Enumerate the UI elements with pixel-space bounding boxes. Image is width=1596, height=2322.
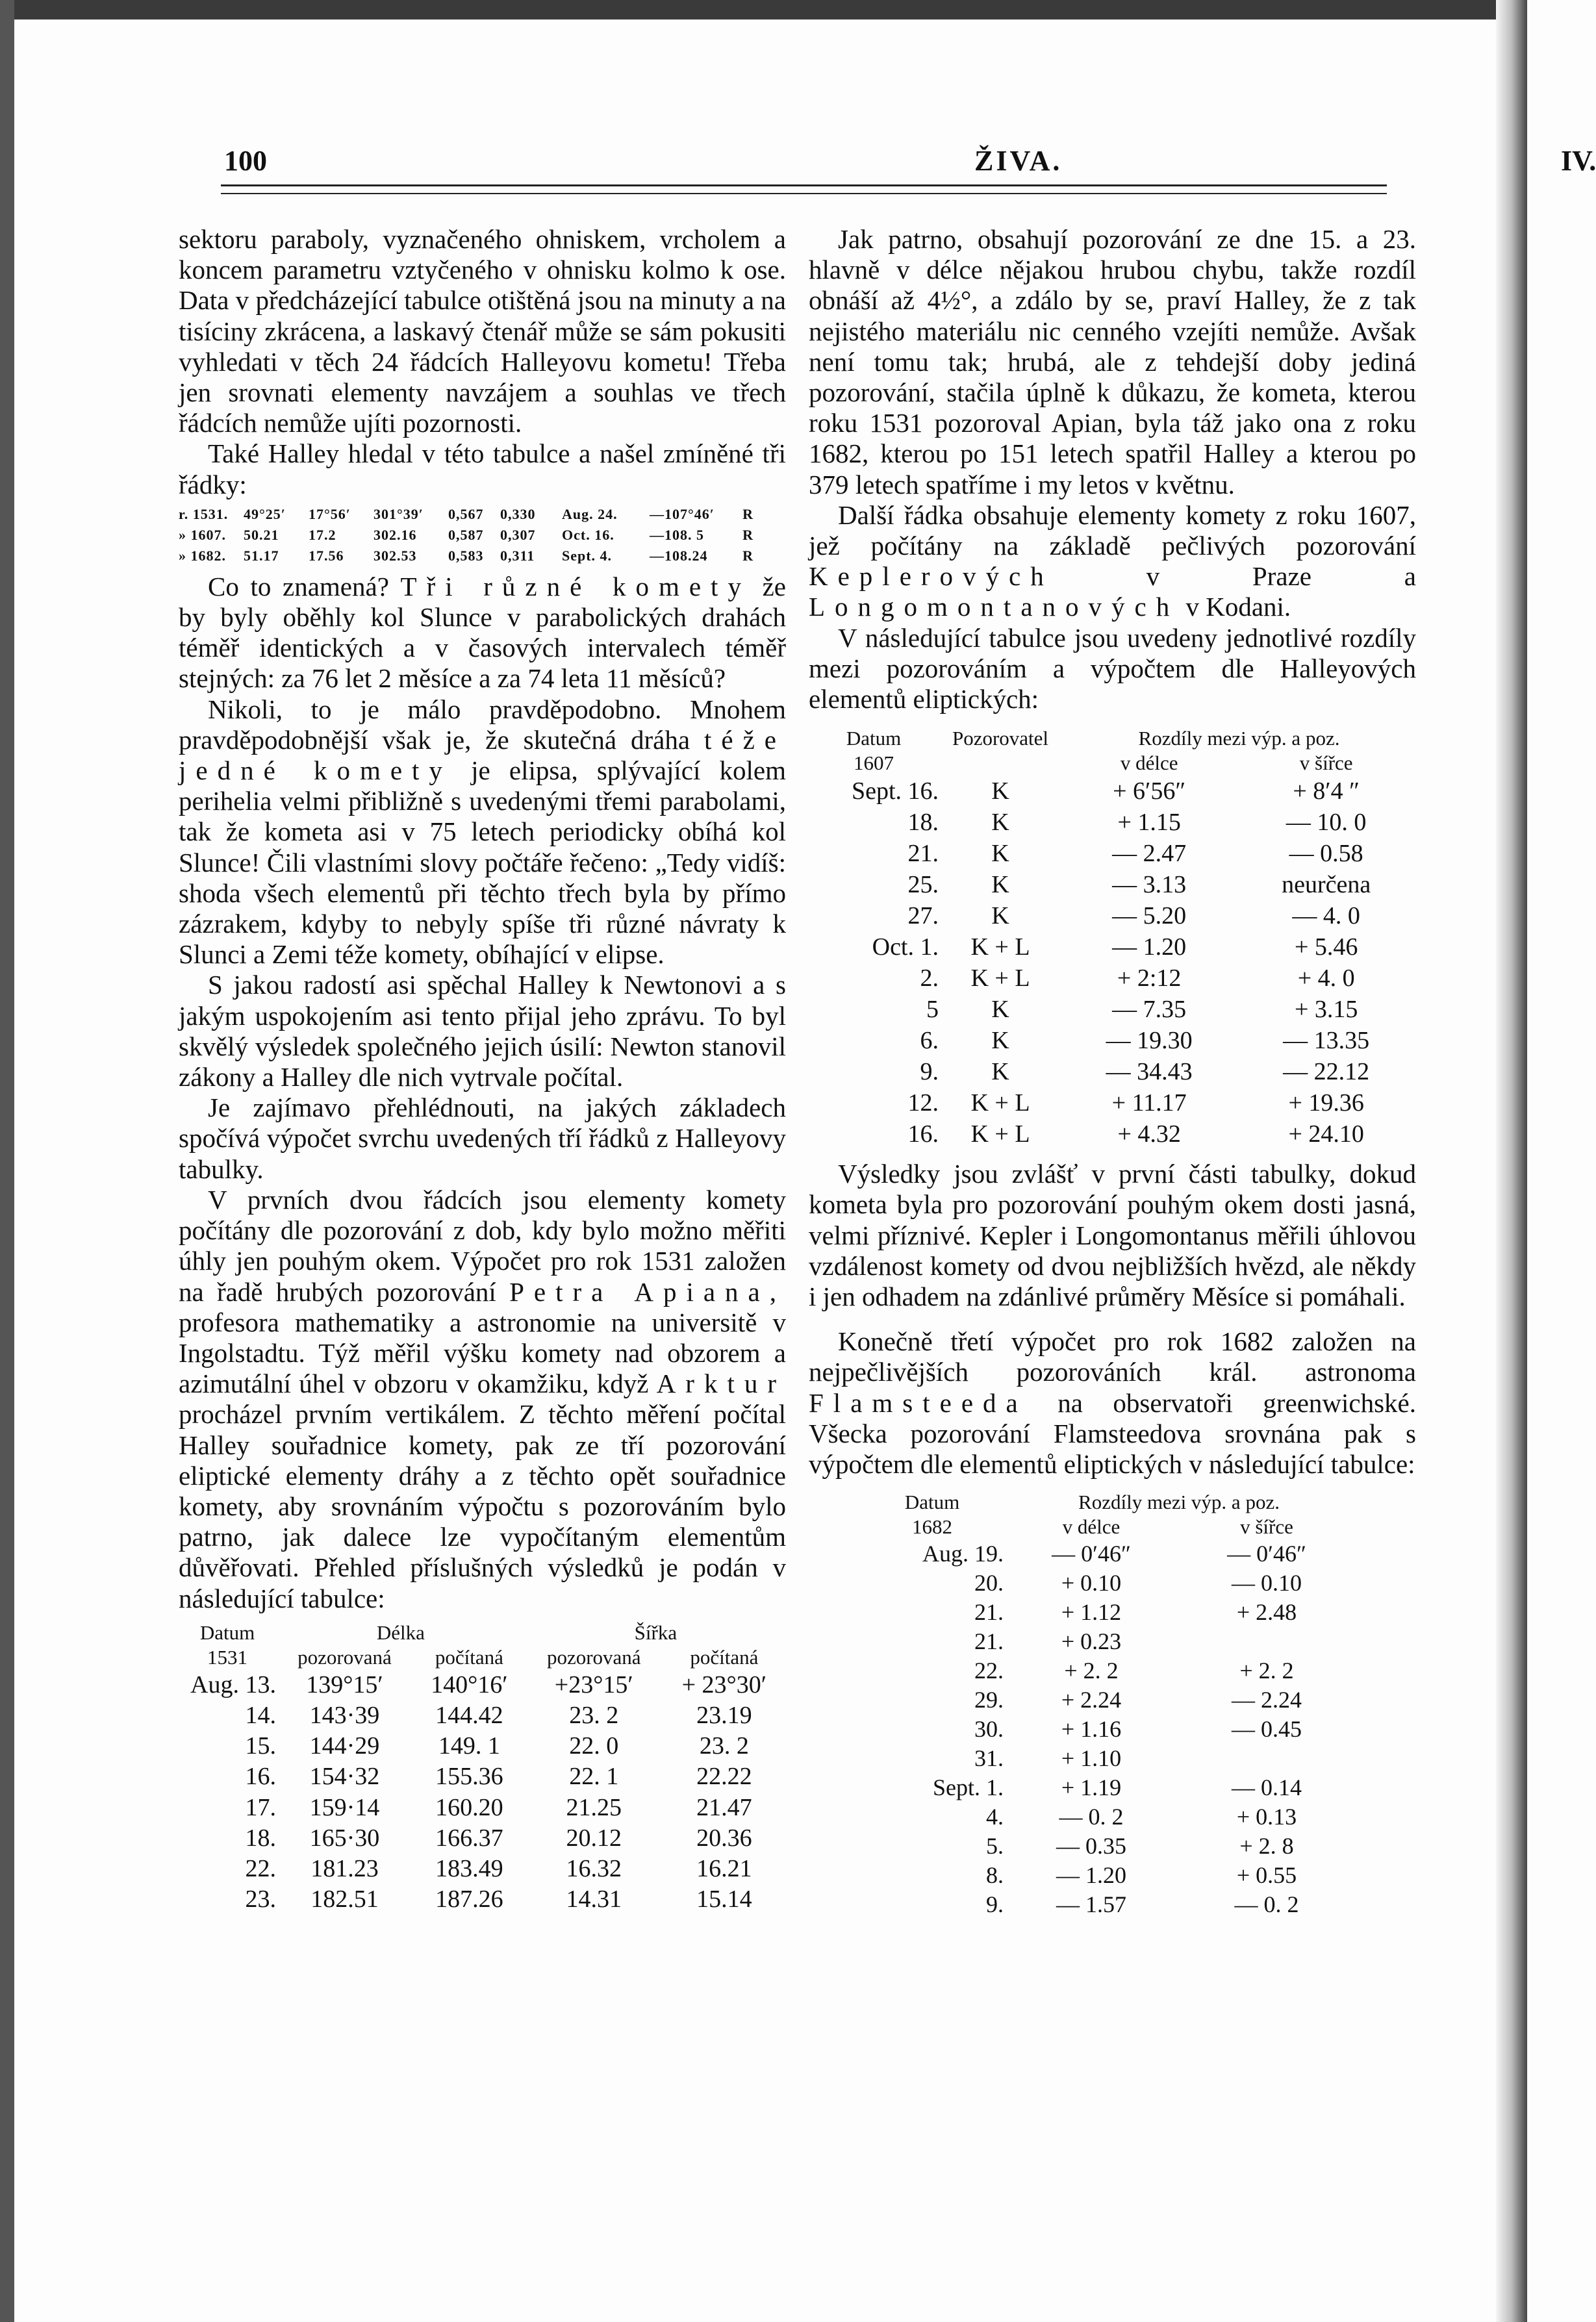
t1531-row-cell: 16.21 <box>696 1854 752 1882</box>
t1682-row-cell: Aug. 19. <box>922 1541 1004 1567</box>
t1607-row-cell: — 13.35 <box>1283 1027 1370 1055</box>
t1682-row-cell: — 0.14 <box>1232 1774 1302 1801</box>
journal-title: ŽIVA. <box>974 145 1063 177</box>
t1607-row <box>809 1118 1416 1150</box>
right-p2 <box>809 500 1416 623</box>
t1607-h-year: 1607 <box>854 751 894 775</box>
right-column <box>809 224 1416 1919</box>
t1531-row-cell: 165·30 <box>309 1824 380 1852</box>
left-p3-c: že by byly oběhly kol Slunce v parabolických drahách téměř identických a v časových intervalech téměř stejných: za 76 let 2 měsíce a za 74 leta 11 měsíců? <box>179 571 786 694</box>
left-p3-emph: Tři různé komety <box>400 571 751 601</box>
t1682-row <box>861 1861 1354 1890</box>
t1682-h-year: 1682 <box>912 1515 952 1539</box>
t1682-row-cell: — 0.35 <box>1056 1833 1126 1860</box>
t1607-row-cell: + 4. 0 <box>1297 965 1355 992</box>
t1682-row <box>861 1744 1354 1773</box>
t1682-row-cell <box>1179 1627 1354 1656</box>
t1682-row <box>861 1832 1354 1861</box>
right-p2-a: Další řádka obsahuje elementy komety z roku 1607, jež počítány na základě pečlivých pozorování <box>809 499 1416 561</box>
t1682-row-cell: 30. <box>974 1716 1004 1743</box>
t1531-h-poc1: počítaná <box>435 1645 503 1669</box>
t1682-row <box>861 1802 1354 1832</box>
t1607-row <box>809 931 1416 963</box>
t1531-row-cell: 144·29 <box>309 1732 380 1760</box>
elements-cell: —108. 5 <box>650 526 704 543</box>
t1531-h-datum: Datum <box>199 1621 255 1644</box>
t1531-row-cell: 181.23 <box>310 1854 379 1882</box>
t1531-row-cell: 15. <box>245 1732 276 1760</box>
t1607-h-pozorovatel: Pozorovatel <box>952 727 1049 750</box>
t1607-row-cell: — 7.35 <box>1112 996 1187 1024</box>
t1531-row-cell: 18. <box>245 1824 276 1852</box>
t1607-row-cell: 16. <box>907 1120 939 1148</box>
right-p2-c: v Praze a <box>1146 561 1417 592</box>
t1607-row-cell: K + L <box>970 965 1030 992</box>
t1607-row-cell: Sept. 16. <box>851 777 939 805</box>
t1607-row <box>809 963 1416 994</box>
t1682-row-cell: 4. <box>986 1804 1004 1830</box>
t1531-row-cell: 23. <box>245 1886 276 1913</box>
t1607-row-cell: K + L <box>970 1120 1030 1148</box>
elements-table <box>179 504 786 566</box>
t1682-row-cell: + 2. 2 <box>1239 1658 1294 1684</box>
table-1607 <box>809 726 1416 1150</box>
right-p1: Jak patrno, obsahují pozorování ze dne 15. a 23. hlavně v délce nějakou hrubou chybu, takže rozdíl obnáší až 4½°, a zdálo by se, praví Halley, že z tak nejistého materiálu nic cenného vzejíti nemůže. Avšak není tomu tak; hrubá, ale z tehdejší doby jediná pozorování, stačila úplně k důkazu, že kometa, kterou roku 1531 pozoroval Apian, byla táž jako ona z roku 1682, kterou po 151 letech spatřil Halley a kterou po 379 letech spatříme i my letos v květnu. <box>809 224 1416 499</box>
t1531-row <box>179 1761 786 1792</box>
t1607-row-cell: 18. <box>907 809 939 837</box>
t1607-row-cell: K + L <box>970 933 1030 961</box>
t1682-row-cell: 20. <box>974 1570 1004 1596</box>
left-p7-a: V prvních dvou řádcích jsou elementy komety počítány dle pozorování z dob, kdy bylo možno měřiti úhly jen pouhým okem. Výpočet pro rok 1531 založen na řadě hrubých pozorování <box>179 1184 786 1307</box>
t1531-row-cell: 166.37 <box>435 1824 503 1852</box>
t1607-row-cell: + 5.46 <box>1294 933 1358 961</box>
t1682-row-cell: 21. <box>974 1628 1004 1655</box>
elements-cell: 50.21 <box>244 526 279 543</box>
t1682-row <box>861 1539 1354 1569</box>
t1531-row-cell: 139°15′ <box>306 1671 383 1698</box>
t1531-row-cell: 23. 2 <box>699 1732 749 1760</box>
t1607-row-cell: — 5.20 <box>1112 902 1187 930</box>
t1682-row-cell: + 2.48 <box>1236 1599 1297 1626</box>
t1682-row-cell: + 1.19 <box>1061 1774 1122 1801</box>
t1682-row <box>861 1773 1354 1802</box>
elements-cell: R <box>742 526 754 543</box>
t1607-row <box>809 869 1416 900</box>
t1682-row <box>861 1685 1354 1715</box>
right-p5-flamsteed: Flamsteeda <box>809 1387 1028 1418</box>
elements-cell: » 1607. <box>179 526 226 543</box>
t1682-row-cell: — 0′46″ <box>1227 1541 1306 1567</box>
t1682-row-cell: + 2. 8 <box>1239 1833 1294 1860</box>
volume-number: IV. <box>1561 145 1596 177</box>
t1607-row-cell: — 2.47 <box>1112 840 1187 868</box>
t1682-row-cell: 22. <box>974 1658 1004 1684</box>
t1531-row-cell: 144.42 <box>435 1701 503 1729</box>
t1682-row-cell: — 0. 2 <box>1059 1804 1124 1830</box>
t1607-row-cell: K <box>991 902 1009 930</box>
t1531-row-cell: 21.47 <box>696 1793 752 1821</box>
header-rule <box>221 184 1387 194</box>
t1531-h-poc2: počítaná <box>690 1645 759 1669</box>
t1682-row-cell: 31. <box>974 1745 1004 1772</box>
left-p4-c: je elipsa, splývající kolem perihelia velmi přibližně s uvedenými třemi parabolami, tak že kometa asi v 75 letech periodicky obíhá kol Slunce! Čili vlastními slovy počtáře řečeno: „Tedy vidíš: shoda všech elementů při těchto třech byla by přímo zázrakem, kdyby to nebyly spíše tři různé návraty k Slunci a Zemi téže komety, obíhající v elipse. <box>179 755 786 970</box>
elements-row <box>179 525 786 546</box>
left-p7-arktur: Arktur <box>656 1369 787 1399</box>
t1682-row-cell: — 1.57 <box>1056 1891 1126 1918</box>
t1682-row <box>861 1627 1354 1656</box>
t1682-row-cell: — 0.10 <box>1232 1570 1302 1596</box>
elements-cell: R <box>742 547 754 564</box>
elements-cell: 302.16 <box>374 526 417 543</box>
t1607-row-cell: neurčena <box>1282 871 1371 899</box>
elements-cell: 49°25′ <box>244 505 286 522</box>
table-1682 <box>861 1490 1354 1919</box>
t1531-row-cell: 160.20 <box>435 1793 503 1821</box>
right-p5 <box>809 1326 1416 1480</box>
t1607-row <box>809 900 1416 931</box>
left-p4-a: Nikoli, to je málo pravděpodobno. Mnohem pravděpodobnější však je, že skutečná dráha <box>179 694 786 755</box>
t1607-row-cell: 2. <box>920 965 939 992</box>
t1607-row-cell: K <box>991 809 1009 837</box>
t1531-row-cell: 143·39 <box>309 1701 380 1729</box>
left-p7-e: procházel prvním vertikálem. Z těchto měření počítal Halley souřadnice komety, pak ze tří pozorování eliptické elementy dráhy a z těchto opět souřadnice komety, aby srovnáním výpočtu s pozorováním bylo patrno, jak dalece lze vypočítaným elementům důvěřovati. Přehled příslušných výsledků je podán v následující tabulce: <box>179 1399 786 1613</box>
t1531-row-cell: 22.22 <box>696 1763 752 1791</box>
t1607-row-cell: + 6′56″ <box>1113 777 1186 805</box>
elements-cell: » 1682. <box>179 547 226 564</box>
right-p3: V následující tabulce jsou uvedeny jednotlivé rozdíly mezi pozorováním a výpočtem dle Halleyových elementů eliptických: <box>809 622 1416 714</box>
t1607-row-cell: — 34.43 <box>1106 1058 1193 1086</box>
t1682-h-sirce: v šířce <box>1240 1515 1293 1539</box>
t1682-row-cell: + 2.24 <box>1061 1687 1122 1713</box>
t1531-row-cell: 15.14 <box>696 1886 752 1913</box>
elements-cell: 0,567 <box>448 505 484 522</box>
t1607-h-sirce: v šířce <box>1299 751 1353 775</box>
t1531-row-cell: 187.26 <box>435 1886 503 1913</box>
t1531-row-cell: 17. <box>245 1793 276 1821</box>
t1531-row-cell: 22. 1 <box>569 1763 619 1791</box>
t1607-row <box>809 994 1416 1025</box>
page-number: 100 <box>224 145 267 177</box>
t1531-row-cell: 14. <box>245 1701 276 1729</box>
t1682-row-cell: + 1.16 <box>1061 1716 1122 1743</box>
t1607-row-cell: K <box>991 996 1009 1024</box>
t1682-row-cell <box>1179 1744 1354 1773</box>
t1607-row <box>809 838 1416 869</box>
t1607-row-cell: — 22.12 <box>1283 1058 1370 1086</box>
t1607-row-cell: K <box>991 777 1009 805</box>
elements-cell: 17°56′ <box>309 505 351 522</box>
t1607-row-cell: + 24.10 <box>1288 1120 1364 1148</box>
t1682-h-rozdily: Rozdíly mezi výp. a poz. <box>1078 1491 1280 1514</box>
elements-cell: —108.24 <box>650 547 708 564</box>
elements-cell: Aug. 24. <box>562 505 618 522</box>
t1531-row-cell: Aug. 13. <box>190 1671 276 1698</box>
t1607-row-cell: + 19.36 <box>1288 1089 1364 1117</box>
right-p4: Výsledky jsou zvlášť v první části tabulky, dokud kometa byla pro pozorování pouhým okem dosti jasná, velmi příznivé. Kepler i Longomontanus měřili úhlovou vzdálenost komety od dvou nejbližších hvězd, ale někdy i jen odhadem na zdánlivé průměry Měsíce si pomáhali. <box>809 1159 1416 1312</box>
t1531-row-cell: +23°15′ <box>554 1671 633 1698</box>
elements-cell: r. 1531. <box>179 505 229 522</box>
t1531-row <box>179 1731 786 1761</box>
t1607-row-cell: — 3.13 <box>1112 871 1187 899</box>
scan-border-left <box>0 0 14 2322</box>
t1607-row-cell: Oct. 1. <box>872 933 939 961</box>
elements-row <box>179 546 786 566</box>
t1682-row-cell: + 2. 2 <box>1064 1658 1119 1684</box>
page-header <box>221 144 1596 183</box>
t1682-row-cell: + 1.10 <box>1061 1745 1122 1772</box>
t1531-row-cell: 16. <box>245 1763 276 1791</box>
left-p7-apian: Petra Apiana, <box>509 1276 786 1307</box>
elements-cell: 302.53 <box>374 547 417 564</box>
left-p6: Je zajímavo přehlédnouti, na jakých základech spočívá výpočet svrchu uvedených tří řádků z Halleyovy tabulky. <box>179 1092 786 1184</box>
left-p5: S jakou radostí asi spěchal Halley k Newtonovi a s jakým uspokojením asi tento přijal jeho zprávu. To byl skvělý výsledek společného jejich úsilí: Newton stanovil zákony a Halley dle nich vytrvale počítal. <box>179 970 786 1092</box>
t1682-row-cell: — 0. 2 <box>1234 1891 1299 1918</box>
elements-row <box>179 504 786 525</box>
t1531-row <box>179 1670 786 1700</box>
left-p3-a: Co to znamená? <box>208 571 389 601</box>
right-p2-longomontanus: Longomontanových <box>809 592 1180 622</box>
t1682-row-cell: + 0.23 <box>1061 1628 1122 1655</box>
t1531-row-cell: + 23°30′ <box>681 1671 767 1698</box>
t1531-row <box>179 1854 786 1884</box>
t1607-row <box>809 1087 1416 1118</box>
t1531-h-pozor1: pozorovaná <box>298 1645 392 1669</box>
left-column <box>179 224 786 1915</box>
t1531-h-delka: Délka <box>376 1621 425 1644</box>
t1607-row-cell: 9. <box>920 1058 939 1086</box>
elements-cell: 0,583 <box>448 547 484 564</box>
t1607-row-cell: — 1.20 <box>1112 933 1187 961</box>
t1682-row <box>861 1890 1354 1919</box>
t1607-row-cell: — 4. 0 <box>1292 902 1360 930</box>
right-p2-e: v Kodani. <box>1185 592 1291 622</box>
right-p2-kepler: Keplerových <box>809 561 1054 592</box>
t1682-row-cell: — 0.45 <box>1232 1716 1302 1743</box>
t1607-row-cell: — 0.58 <box>1289 840 1363 868</box>
t1531-row-cell: 22. <box>245 1854 276 1882</box>
t1682-h-delce: v délce <box>1062 1515 1121 1539</box>
t1607-row-cell: K <box>991 1027 1009 1055</box>
elements-cell: 0,307 <box>500 526 536 543</box>
t1607-h-datum: Datum <box>846 727 902 750</box>
t1531-row <box>179 1700 786 1731</box>
t1607-h-delce: v délce <box>1120 751 1178 775</box>
t1607-row-cell: 21. <box>907 840 939 868</box>
elements-cell: 0,587 <box>448 526 484 543</box>
t1682-h-datum: Datum <box>904 1491 960 1514</box>
t1607-row-cell: K <box>991 1058 1009 1086</box>
t1531-row-cell: 20.12 <box>566 1824 622 1852</box>
t1607-row-cell: 5 <box>926 996 939 1024</box>
elements-cell: Oct. 16. <box>562 526 614 543</box>
left-p7-c: profesora mathematiky a astronomie na universitě v Ingolstadtu. Týž měřil výšku komety nad obzorem a azimutální úhel v obzoru v okamžiku, když <box>179 1307 786 1399</box>
t1607-row-cell: — 10. 0 <box>1286 809 1367 837</box>
elements-cell: —107°46′ <box>650 505 715 522</box>
scan-border-top <box>0 0 1527 19</box>
t1607-row <box>809 1056 1416 1087</box>
t1607-row-cell: + 1.15 <box>1117 809 1181 837</box>
t1607-row-cell: K + L <box>970 1089 1030 1117</box>
t1682-row <box>861 1715 1354 1744</box>
t1531-row-cell: 23.19 <box>696 1701 752 1729</box>
t1607-row-cell: 25. <box>907 871 939 899</box>
t1607-h-rozdily: Rozdíly mezi výp. a poz. <box>1138 727 1340 750</box>
t1682-row-cell: + 0.55 <box>1236 1862 1297 1889</box>
t1682-row-cell: 9. <box>986 1891 1004 1918</box>
left-p3 <box>179 572 786 694</box>
t1531-row-cell: 183.49 <box>435 1854 503 1882</box>
elements-cell: 0,330 <box>500 505 536 522</box>
right-p5-a: Konečně třetí výpočet pro rok 1682 založen na nejpečlivějších pozorováních král. astronoma <box>809 1326 1416 1387</box>
t1607-row-cell: + 11.17 <box>1111 1089 1187 1117</box>
t1607-row-cell: 27. <box>907 902 939 930</box>
t1682-row-cell: — 1.20 <box>1056 1862 1126 1889</box>
t1682-row <box>861 1598 1354 1627</box>
t1607-row-cell: K <box>991 840 1009 868</box>
t1531-row-cell: 21.25 <box>566 1793 622 1821</box>
t1607-row-cell: + 8′4 ″ <box>1293 777 1360 805</box>
t1607-row <box>809 1025 1416 1056</box>
t1607-row-cell: K <box>991 871 1009 899</box>
t1682-row <box>861 1569 1354 1598</box>
t1531-h-year: 1531 <box>207 1645 247 1669</box>
right-p5-c: na observatoři greenwichské. Všecka pozorování Flamsteedova srovnána pak s výpočtem dle elementů eliptických v následující tabulce: <box>809 1387 1417 1480</box>
t1682-row-cell: 5. <box>986 1833 1004 1860</box>
left-p4 <box>179 694 786 970</box>
elements-cell: 301°39′ <box>374 505 424 522</box>
t1607-row-cell: + 4.32 <box>1117 1120 1181 1148</box>
t1531-row-cell: 182.51 <box>310 1886 379 1913</box>
elements-cell: 17.56 <box>309 547 344 564</box>
t1682-row-cell: 29. <box>974 1687 1004 1713</box>
left-p7 <box>179 1185 786 1614</box>
t1682-row-cell: — 2.24 <box>1232 1687 1302 1713</box>
scan-border-right <box>1496 0 1527 2322</box>
t1531-row <box>179 1823 786 1854</box>
t1607-row-cell: 6. <box>920 1027 939 1055</box>
t1531-row-cell: 159·14 <box>309 1793 380 1821</box>
t1531-row-cell: 155.36 <box>435 1763 503 1791</box>
t1607-row-cell: 12. <box>907 1089 939 1117</box>
table-1531 <box>179 1621 786 1915</box>
t1607-row-cell: + 3.15 <box>1294 996 1358 1024</box>
t1607-row <box>809 807 1416 838</box>
t1531-h-pozor2: pozorovaná <box>546 1645 641 1669</box>
t1607-row-cell: + 2:12 <box>1117 965 1182 992</box>
t1531-row-cell: 20.36 <box>696 1824 752 1852</box>
t1607-row-cell: — 19.30 <box>1106 1027 1193 1055</box>
left-intro: sektoru paraboly, vyznačeného ohniskem, vrcholem a koncem parametru vztyčeného v ohnisku kolmo k ose. Data v předcházející tabulce otištěná jsou na minuty a na tisíciny zkrácena, a laskavý čtenář může se sám pokusiti vyhledati v těch 24 řádcích Halleyovu kometu! Třeba jen srovnati elementy navzájem a souhlas ve třech řádcích nemůže ujíti pozornosti. <box>179 224 786 438</box>
t1682-row-cell: Sept. 1. <box>932 1774 1004 1801</box>
left-p4-emph: téže jedné komety <box>179 724 786 786</box>
elements-cell: R <box>742 505 754 522</box>
t1607-row <box>809 776 1416 807</box>
t1682-row-cell: + 1.12 <box>1061 1599 1122 1626</box>
t1682-row-cell: + 0.13 <box>1236 1804 1297 1830</box>
t1531-row-cell: 16.32 <box>566 1854 622 1882</box>
t1531-row <box>179 1884 786 1915</box>
t1531-row-cell: 14.31 <box>566 1886 622 1913</box>
t1531-row-cell: 23. 2 <box>569 1701 619 1729</box>
elements-cell: 17.2 <box>309 526 336 543</box>
left-p2: Také Halley hledal v této tabulce a našel zmíněné tři řádky: <box>179 438 786 499</box>
t1682-row-cell: 8. <box>986 1862 1004 1889</box>
t1682-row-cell: + 0.10 <box>1061 1570 1122 1596</box>
elements-cell: 0,311 <box>500 547 535 564</box>
t1531-row-cell: 154·32 <box>309 1763 380 1791</box>
t1682-row-cell: — 0′46″ <box>1052 1541 1131 1567</box>
elements-cell: Sept. 4. <box>562 547 613 564</box>
t1531-row <box>179 1793 786 1823</box>
t1682-row <box>861 1656 1354 1685</box>
elements-cell: 51.17 <box>244 547 279 564</box>
t1531-h-sirka: Šířka <box>634 1621 678 1644</box>
t1531-row-cell: 149. 1 <box>438 1732 500 1760</box>
t1531-row-cell: 140°16′ <box>431 1671 508 1698</box>
t1682-row-cell: 21. <box>974 1599 1004 1626</box>
t1531-row-cell: 22. 0 <box>569 1732 619 1760</box>
